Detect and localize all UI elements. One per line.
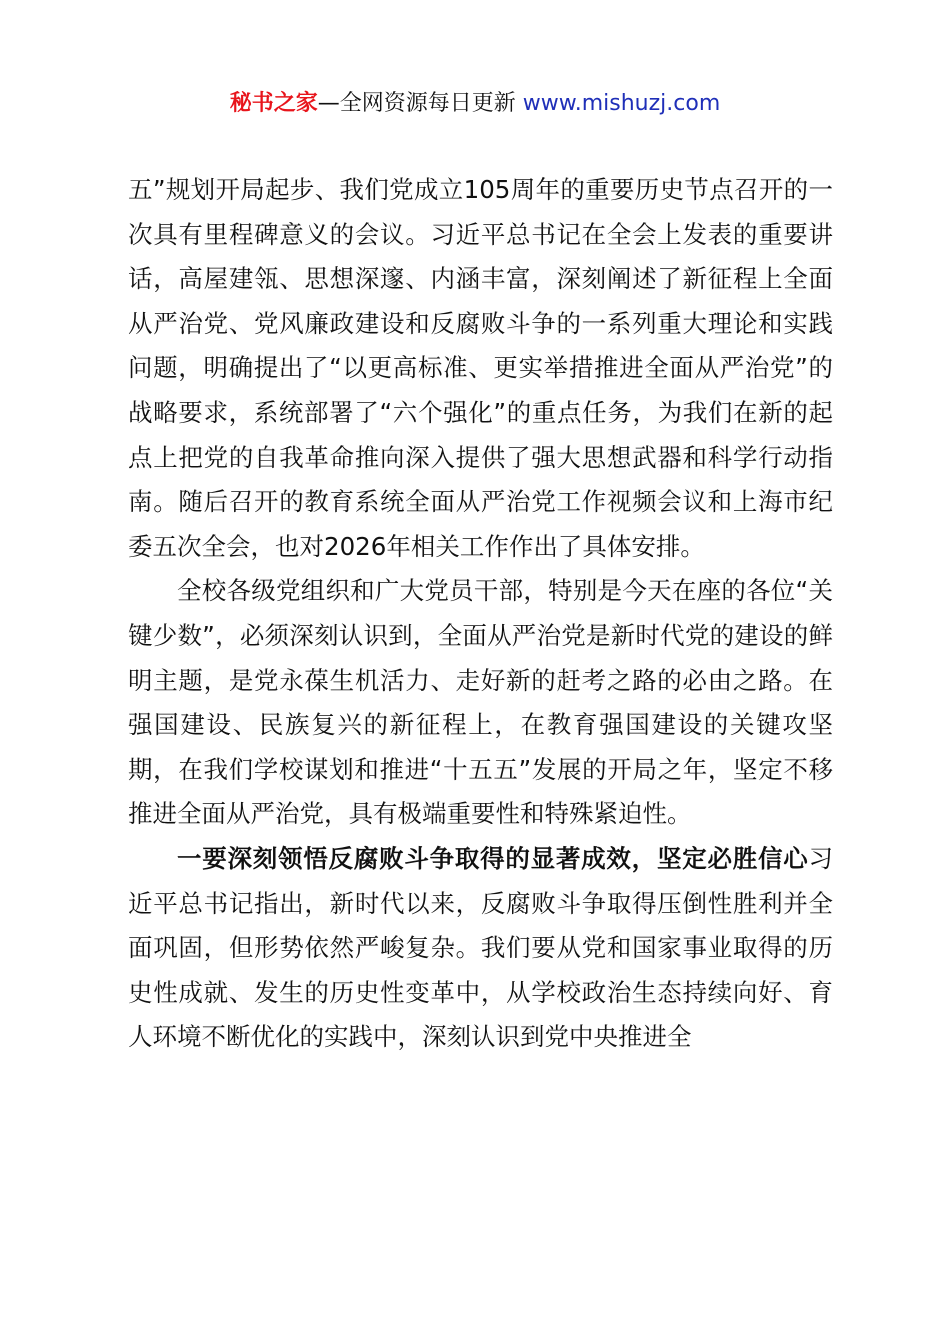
paragraph-3 [128, 837, 833, 1060]
document-body [128, 168, 833, 1060]
header-slogan: —全网资源每日更新 [317, 91, 523, 116]
header-url-link[interactable]: www.mishuzj.com [522, 91, 721, 116]
paragraph-1: 五”规划开局起步、我们党成立105周年的重要历史节点召开的一次具有里程碑意义的会议。习近平总书记在全会上发表的重要讲话，高屋建瓴、思想深邃、内涵丰富，深刻阐述了新征程上全面从严治党、党风廉政建设和反腐败斗争的一系列重大理论和实践问题，明确提出了“以更高标准、更实举措推进全面从严治党”的战略要求，系统部署了“六个强化”的重点任务，为我们在新的起点上把党的自我革命推向深入提供了强大思想武器和科学行动指南。随后召开的教育系统全面从严治党工作视频会议和上海市纪委五次全会，也对2026年相关工作作出了具体安排。 [128, 175, 833, 561]
paragraph-2: 全校各级党组织和广大党员干部，特别是今天在座的各位“关键少数”，必须深刻认识到，全面从严治党是新时代党的建设的鲜明主题，是党永葆生机活力、走好新的赶考之路的必由之路。在强国建设、民族复兴的新征程上，在教育强国建设的关键攻坚期，在我们学校谋划和推进“十五五”发展的开局之年，坚定不移推进全面从严治党，具有极端重要性和特殊紧迫性。 [128, 576, 833, 829]
section-text: 习近平总书记指出，新时代以来，反腐败斗争取得压倒性胜利并全面巩固，但形势依然严峻复杂。我们要从党和国家事业取得的历史性成就、发生的历史性变革中，从学校政治生态持续向好、育人环境不断优化的实践中，深刻认识到党中央推进全 [128, 843, 833, 1052]
page-header [0, 88, 950, 120]
header-brand: 秘书之家 [229, 91, 318, 116]
section-heading: 一要深刻领悟反腐败斗争取得的显著成效，坚定必胜信心 [177, 843, 809, 873]
